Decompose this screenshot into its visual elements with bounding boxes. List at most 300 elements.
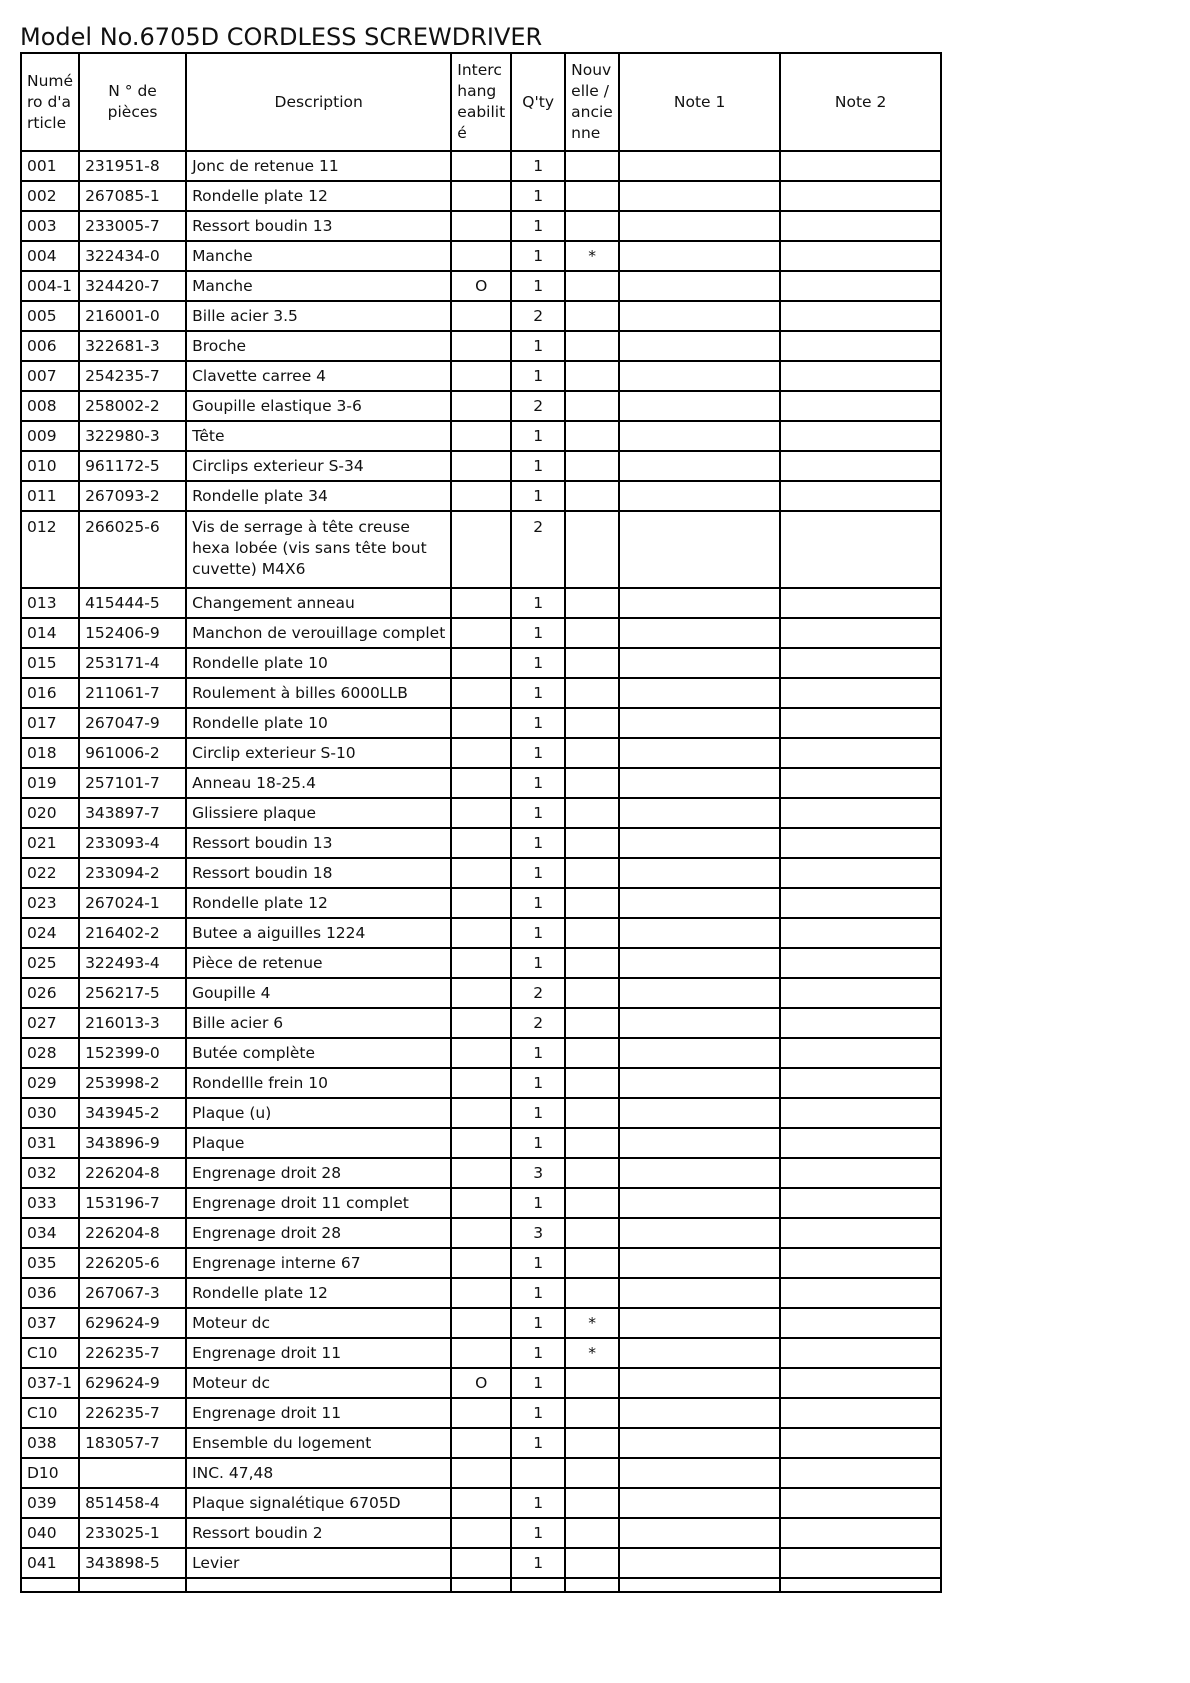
description-cell: Plaque <box>186 1128 451 1158</box>
part-number-cell: 322980-3 <box>79 421 186 451</box>
description-cell: Manche <box>186 241 451 271</box>
new-old-cell <box>565 1008 619 1038</box>
item-number-cell: 037-1 <box>21 1368 79 1398</box>
interchangeability-cell <box>451 421 511 451</box>
table-row <box>21 978 941 1008</box>
table-row <box>21 151 941 181</box>
description-cell: Ressort boudin 13 <box>186 828 451 858</box>
note-1-cell <box>619 241 780 271</box>
interchangeability-cell <box>451 1518 511 1548</box>
table-row <box>21 1218 941 1248</box>
note-2-cell <box>780 1098 941 1128</box>
part-number-cell: 233025-1 <box>79 1518 186 1548</box>
quantity-cell: 1 <box>511 858 565 888</box>
new-old-cell <box>565 1278 619 1308</box>
interchangeability-cell <box>451 361 511 391</box>
note-1-cell <box>619 181 780 211</box>
note-1-cell <box>619 618 780 648</box>
note-1-cell <box>619 1218 780 1248</box>
part-number-cell: 267024-1 <box>79 888 186 918</box>
empty-cell <box>451 1578 511 1592</box>
item-number-cell: 009 <box>21 421 79 451</box>
quantity-cell: 1 <box>511 271 565 301</box>
part-number-cell: 231951-8 <box>79 151 186 181</box>
note-2-cell <box>780 451 941 481</box>
note-2-cell <box>780 948 941 978</box>
new-old-cell <box>565 301 619 331</box>
note-1-cell <box>619 1098 780 1128</box>
interchangeability-cell <box>451 1488 511 1518</box>
description-cell: Ressort boudin 2 <box>186 1518 451 1548</box>
interchangeability-cell <box>451 1308 511 1338</box>
description-cell: Bille acier 3.5 <box>186 301 451 331</box>
part-number-cell: 961172-5 <box>79 451 186 481</box>
note-2-cell <box>780 241 941 271</box>
note-1-cell <box>619 678 780 708</box>
new-old-cell <box>565 648 619 678</box>
description-cell: Levier <box>186 1548 451 1578</box>
table-row <box>21 678 941 708</box>
new-old-cell <box>565 1038 619 1068</box>
quantity-cell: 1 <box>511 481 565 511</box>
quantity-cell: 1 <box>511 828 565 858</box>
interchangeability-cell <box>451 151 511 181</box>
quantity-cell: 1 <box>511 1488 565 1518</box>
note-1-cell <box>619 1428 780 1458</box>
item-number-cell: 011 <box>21 481 79 511</box>
part-number-cell: 415444-5 <box>79 588 186 618</box>
note-1-cell <box>619 648 780 678</box>
part-number-cell: 851458-4 <box>79 1488 186 1518</box>
parts-table-body <box>21 151 941 1592</box>
note-2-cell <box>780 918 941 948</box>
new-old-cell <box>565 1398 619 1428</box>
description-cell: Tête <box>186 421 451 451</box>
item-number-cell: 016 <box>21 678 79 708</box>
interchangeability-cell <box>451 1158 511 1188</box>
note-1-cell <box>619 768 780 798</box>
table-row <box>21 1428 941 1458</box>
interchangeability-cell <box>451 1038 511 1068</box>
note-2-cell <box>780 1428 941 1458</box>
note-2-cell <box>780 708 941 738</box>
interchangeability-cell <box>451 1458 511 1488</box>
new-old-cell <box>565 1248 619 1278</box>
table-row <box>21 618 941 648</box>
table-row-partial <box>21 1578 941 1592</box>
new-old-cell <box>565 978 619 1008</box>
quantity-cell: 1 <box>511 768 565 798</box>
new-old-cell <box>565 1518 619 1548</box>
description-cell: Engrenage droit 11 <box>186 1338 451 1368</box>
empty-cell <box>186 1578 451 1592</box>
item-number-cell: 030 <box>21 1098 79 1128</box>
item-number-cell: 010 <box>21 451 79 481</box>
part-number-cell: 233005-7 <box>79 211 186 241</box>
part-number-cell: 226235-7 <box>79 1338 186 1368</box>
interchangeability-cell <box>451 481 511 511</box>
part-number-cell: 343897-7 <box>79 798 186 828</box>
note-2-cell <box>780 1548 941 1578</box>
interchangeability-cell <box>451 181 511 211</box>
part-number-cell: 226204-8 <box>79 1158 186 1188</box>
new-old-cell <box>565 588 619 618</box>
note-2-cell <box>780 1128 941 1158</box>
note-1-cell <box>619 978 780 1008</box>
interchangeability-cell <box>451 708 511 738</box>
item-number-cell: 038 <box>21 1428 79 1458</box>
table-row <box>21 1278 941 1308</box>
note-2-cell <box>780 618 941 648</box>
table-row <box>21 738 941 768</box>
part-number-cell: 233094-2 <box>79 858 186 888</box>
table-row <box>21 1488 941 1518</box>
new-old-cell <box>565 211 619 241</box>
quantity-cell: 1 <box>511 888 565 918</box>
description-cell: Engrenage droit 11 complet <box>186 1188 451 1218</box>
part-number-cell: 152406-9 <box>79 618 186 648</box>
item-number-cell: 007 <box>21 361 79 391</box>
table-row <box>21 481 941 511</box>
note-1-cell <box>619 481 780 511</box>
part-number-cell <box>79 1458 186 1488</box>
description-cell: Manche <box>186 271 451 301</box>
new-old-cell <box>565 618 619 648</box>
item-number-cell: 022 <box>21 858 79 888</box>
quantity-cell: 1 <box>511 181 565 211</box>
interchangeability-cell <box>451 858 511 888</box>
note-1-cell <box>619 858 780 888</box>
item-number-cell: 013 <box>21 588 79 618</box>
header-note-2: Note 2 <box>780 53 941 151</box>
interchangeability-cell <box>451 1068 511 1098</box>
new-old-cell <box>565 1098 619 1128</box>
note-1-cell <box>619 1518 780 1548</box>
new-old-cell <box>565 918 619 948</box>
new-old-cell <box>565 1068 619 1098</box>
item-number-cell: 024 <box>21 918 79 948</box>
note-2-cell <box>780 421 941 451</box>
header-part-no: N ° de pièces <box>79 53 186 151</box>
description-cell: Changement anneau <box>186 588 451 618</box>
description-cell: Vis de serrage à tête creuse hexa lobée (vis sans tête bout cuvette) M4X6 <box>186 511 451 588</box>
interchangeability-cell <box>451 738 511 768</box>
new-old-cell <box>565 1368 619 1398</box>
quantity-cell: 1 <box>511 1398 565 1428</box>
interchangeability-cell <box>451 798 511 828</box>
interchangeability-cell <box>451 1248 511 1278</box>
table-row <box>21 858 941 888</box>
note-2-cell <box>780 511 941 588</box>
new-old-cell <box>565 858 619 888</box>
description-cell: Rondelle plate 12 <box>186 1278 451 1308</box>
part-number-cell: 256217-5 <box>79 978 186 1008</box>
note-2-cell <box>780 888 941 918</box>
note-1-cell <box>619 798 780 828</box>
note-1-cell <box>619 421 780 451</box>
note-1-cell <box>619 1488 780 1518</box>
empty-cell <box>511 1578 565 1592</box>
interchangeability-cell <box>451 1218 511 1248</box>
new-old-cell <box>565 151 619 181</box>
note-1-cell <box>619 1038 780 1068</box>
quantity-cell: 1 <box>511 241 565 271</box>
part-number-cell: 226205-6 <box>79 1248 186 1278</box>
description-cell: Butee a aiguilles 1224 <box>186 918 451 948</box>
item-number-cell: 003 <box>21 211 79 241</box>
note-1-cell <box>619 738 780 768</box>
new-old-cell <box>565 331 619 361</box>
new-old-cell <box>565 1188 619 1218</box>
note-2-cell <box>780 738 941 768</box>
header-new-old: Nouv elle / ancie nne <box>565 53 619 151</box>
note-1-cell <box>619 1398 780 1428</box>
table-row <box>21 1518 941 1548</box>
new-old-cell <box>565 481 619 511</box>
table-row <box>21 451 941 481</box>
header-description: Description <box>186 53 451 151</box>
part-number-cell: 226235-7 <box>79 1398 186 1428</box>
note-2-cell <box>780 1458 941 1488</box>
note-2-cell <box>780 1338 941 1368</box>
interchangeability-cell <box>451 948 511 978</box>
table-row <box>21 888 941 918</box>
table-row <box>21 828 941 858</box>
description-cell: Anneau 18-25.4 <box>186 768 451 798</box>
item-number-cell: 027 <box>21 1008 79 1038</box>
new-old-cell <box>565 391 619 421</box>
quantity-cell: 1 <box>511 918 565 948</box>
description-cell: Broche <box>186 331 451 361</box>
part-number-cell: 322681-3 <box>79 331 186 361</box>
table-row <box>21 1038 941 1068</box>
note-2-cell <box>780 1158 941 1188</box>
note-2-cell <box>780 768 941 798</box>
quantity-cell: 2 <box>511 978 565 1008</box>
interchangeability-cell <box>451 241 511 271</box>
item-number-cell: 023 <box>21 888 79 918</box>
note-1-cell <box>619 271 780 301</box>
note-1-cell <box>619 1308 780 1338</box>
note-1-cell <box>619 1548 780 1578</box>
quantity-cell: 1 <box>511 1128 565 1158</box>
quantity-cell: 1 <box>511 1248 565 1278</box>
item-number-cell: 018 <box>21 738 79 768</box>
part-number-cell: 183057-7 <box>79 1428 186 1458</box>
interchangeability-cell <box>451 211 511 241</box>
new-old-cell <box>565 768 619 798</box>
part-number-cell: 216402-2 <box>79 918 186 948</box>
part-number-cell: 267085-1 <box>79 181 186 211</box>
item-number-cell: 029 <box>21 1068 79 1098</box>
quantity-cell: 1 <box>511 648 565 678</box>
item-number-cell: 039 <box>21 1488 79 1518</box>
table-row <box>21 1308 941 1338</box>
new-old-cell <box>565 1458 619 1488</box>
table-row <box>21 361 941 391</box>
interchangeability-cell: O <box>451 271 511 301</box>
empty-cell <box>21 1578 79 1592</box>
item-number-cell: 014 <box>21 618 79 648</box>
item-number-cell: 008 <box>21 391 79 421</box>
header-qty: Q'ty <box>511 53 565 151</box>
new-old-cell <box>565 1428 619 1458</box>
interchangeability-cell <box>451 1128 511 1158</box>
part-number-cell: 322434-0 <box>79 241 186 271</box>
table-row <box>21 1398 941 1428</box>
interchangeability-cell <box>451 1278 511 1308</box>
description-cell: Engrenage droit 28 <box>186 1218 451 1248</box>
table-row <box>21 301 941 331</box>
part-number-cell: 216001-0 <box>79 301 186 331</box>
interchangeability-cell <box>451 1428 511 1458</box>
new-old-cell <box>565 798 619 828</box>
quantity-cell: 1 <box>511 1548 565 1578</box>
item-number-cell: 019 <box>21 768 79 798</box>
table-row <box>21 391 941 421</box>
description-cell: INC. 47,48 <box>186 1458 451 1488</box>
interchangeability-cell <box>451 978 511 1008</box>
quantity-cell: 1 <box>511 451 565 481</box>
quantity-cell: 1 <box>511 1308 565 1338</box>
interchangeability-cell <box>451 1398 511 1428</box>
note-1-cell <box>619 1008 780 1038</box>
interchangeability-cell <box>451 511 511 588</box>
note-1-cell <box>619 451 780 481</box>
table-row <box>21 511 941 588</box>
table-row <box>21 211 941 241</box>
note-2-cell <box>780 1308 941 1338</box>
table-row <box>21 1338 941 1368</box>
description-cell: Rondelle plate 34 <box>186 481 451 511</box>
note-1-cell <box>619 1128 780 1158</box>
quantity-cell: 2 <box>511 511 565 588</box>
note-2-cell <box>780 481 941 511</box>
part-number-cell: 258002-2 <box>79 391 186 421</box>
quantity-cell: 1 <box>511 1188 565 1218</box>
interchangeability-cell <box>451 1548 511 1578</box>
description-cell: Goupille elastique 3-6 <box>186 391 451 421</box>
quantity-cell: 1 <box>511 1098 565 1128</box>
note-1-cell <box>619 1278 780 1308</box>
quantity-cell: 1 <box>511 678 565 708</box>
item-number-cell: 004-1 <box>21 271 79 301</box>
part-number-cell: 257101-7 <box>79 768 186 798</box>
item-number-cell: 035 <box>21 1248 79 1278</box>
description-cell: Rondelle plate 12 <box>186 888 451 918</box>
description-cell: Rondelle plate 12 <box>186 181 451 211</box>
new-old-cell <box>565 738 619 768</box>
interchangeability-cell <box>451 451 511 481</box>
item-number-cell: 040 <box>21 1518 79 1548</box>
item-number-cell: 034 <box>21 1218 79 1248</box>
description-cell: Engrenage droit 11 <box>186 1398 451 1428</box>
description-cell: Plaque signalétique 6705D <box>186 1488 451 1518</box>
note-1-cell <box>619 1368 780 1398</box>
table-header-row <box>21 53 941 151</box>
table-row <box>21 241 941 271</box>
quantity-cell: 2 <box>511 301 565 331</box>
note-1-cell <box>619 301 780 331</box>
new-old-cell <box>565 421 619 451</box>
description-cell: Rondelle plate 10 <box>186 648 451 678</box>
note-1-cell <box>619 1338 780 1368</box>
part-number-cell: 253998-2 <box>79 1068 186 1098</box>
note-2-cell <box>780 858 941 888</box>
description-cell: Circlip exterieur S-10 <box>186 738 451 768</box>
table-row <box>21 1458 941 1488</box>
header-interchangeability: Interc hang eabilit é <box>451 53 511 151</box>
description-cell: Pièce de retenue <box>186 948 451 978</box>
new-old-cell <box>565 1158 619 1188</box>
new-old-cell: * <box>565 241 619 271</box>
interchangeability-cell <box>451 618 511 648</box>
note-1-cell <box>619 391 780 421</box>
quantity-cell: 1 <box>511 211 565 241</box>
interchangeability-cell <box>451 828 511 858</box>
new-old-cell <box>565 451 619 481</box>
interchangeability-cell <box>451 588 511 618</box>
note-1-cell <box>619 828 780 858</box>
quantity-cell: 1 <box>511 738 565 768</box>
interchangeability-cell <box>451 648 511 678</box>
note-2-cell <box>780 301 941 331</box>
description-cell: Roulement à billes 6000LLB <box>186 678 451 708</box>
item-number-cell: 025 <box>21 948 79 978</box>
table-row <box>21 1248 941 1278</box>
interchangeability-cell <box>451 678 511 708</box>
interchangeability-cell <box>451 918 511 948</box>
interchangeability-cell <box>451 768 511 798</box>
quantity-cell: 3 <box>511 1158 565 1188</box>
note-2-cell <box>780 588 941 618</box>
note-2-cell <box>780 1368 941 1398</box>
item-number-cell: 031 <box>21 1128 79 1158</box>
part-number-cell: 343896-9 <box>79 1128 186 1158</box>
new-old-cell: * <box>565 1338 619 1368</box>
item-number-cell: 037 <box>21 1308 79 1338</box>
quantity-cell: 1 <box>511 1518 565 1548</box>
description-cell: Jonc de retenue 11 <box>186 151 451 181</box>
empty-cell <box>619 1578 780 1592</box>
item-number-cell: 006 <box>21 331 79 361</box>
description-cell: Circlips exterieur S-34 <box>186 451 451 481</box>
description-cell: Ressort boudin 13 <box>186 211 451 241</box>
quantity-cell: 1 <box>511 331 565 361</box>
quantity-cell <box>511 1458 565 1488</box>
description-cell: Butée complète <box>186 1038 451 1068</box>
item-number-cell: 005 <box>21 301 79 331</box>
note-2-cell <box>780 1398 941 1428</box>
note-2-cell <box>780 798 941 828</box>
quantity-cell: 1 <box>511 421 565 451</box>
interchangeability-cell <box>451 1008 511 1038</box>
note-2-cell <box>780 1248 941 1278</box>
new-old-cell <box>565 181 619 211</box>
part-number-cell: 233093-4 <box>79 828 186 858</box>
part-number-cell: 267093-2 <box>79 481 186 511</box>
note-2-cell <box>780 678 941 708</box>
table-row <box>21 588 941 618</box>
note-2-cell <box>780 271 941 301</box>
note-2-cell <box>780 978 941 1008</box>
quantity-cell: 1 <box>511 798 565 828</box>
interchangeability-cell <box>451 1338 511 1368</box>
table-row <box>21 1098 941 1128</box>
item-number-cell: 036 <box>21 1278 79 1308</box>
description-cell: Bille acier 6 <box>186 1008 451 1038</box>
note-1-cell <box>619 1158 780 1188</box>
